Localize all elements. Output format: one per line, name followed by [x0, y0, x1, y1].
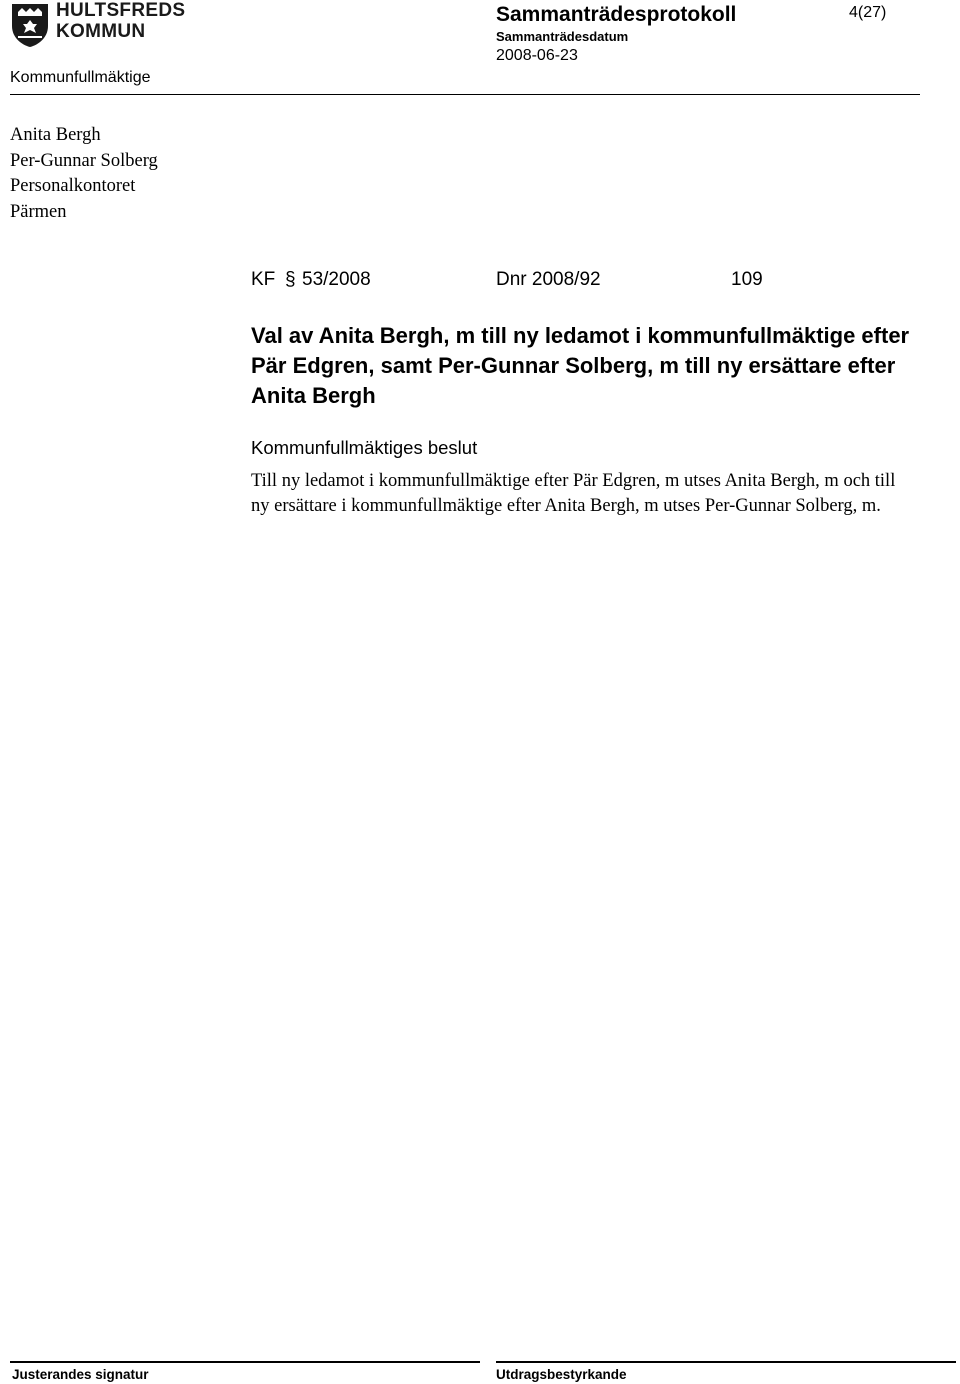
- page-number: 4(27): [849, 4, 887, 21]
- recipients-list: [10, 123, 158, 225]
- recipient-item: Anita Bergh: [10, 125, 101, 145]
- logo-line-1: HULTSFREDS: [56, 0, 186, 21]
- signature-label: Justerandes signatur: [12, 1367, 149, 1382]
- decision-label: Kommunfullmäktiges beslut: [251, 437, 478, 458]
- paragraph-sign: §: [285, 269, 296, 290]
- meeting-date-label: Sammanträdesdatum: [496, 29, 629, 44]
- recipient-item: Personalkontoret: [10, 176, 136, 196]
- recipient-item: Per-Gunnar Solberg: [10, 150, 158, 171]
- reference-number: 53/2008: [302, 269, 371, 290]
- organ-name: Kommunfullmäktige: [10, 69, 151, 86]
- footer-divider-right: [496, 1361, 956, 1363]
- reference-dnr: Dnr 2008/92: [496, 269, 601, 290]
- recipient-item: Pärmen: [10, 201, 67, 222]
- agenda-heading: Val av Anita Bergh, m till ny ledamot i kommunfullmäktige efter Pär Edgren, samt Per-Gunnar Solberg, m till ny ersättare efter Anita Bergh: [251, 323, 910, 408]
- meeting-date-value: 2008-06-23: [496, 47, 578, 64]
- logo-wordmark: [56, 0, 185, 42]
- certification-label: Utdragsbestyrkande: [496, 1367, 627, 1382]
- header-divider: [10, 94, 920, 95]
- reference-kf: KF: [251, 269, 276, 290]
- decision-text: Till ny ledamot i kommunfullmäktige efter Pär Edgren, m utses Anita Bergh, m och till ny ersättare i kommunfullmäktige efter Anita Bergh, m utses Per-Gunnar Solberg, m.: [251, 471, 896, 516]
- document-title: Sammanträdesprotokoll: [496, 3, 737, 26]
- logo-line-2: KOMMUN: [56, 21, 146, 42]
- reference-page: 109: [731, 269, 763, 290]
- footer-divider-left: [10, 1361, 480, 1363]
